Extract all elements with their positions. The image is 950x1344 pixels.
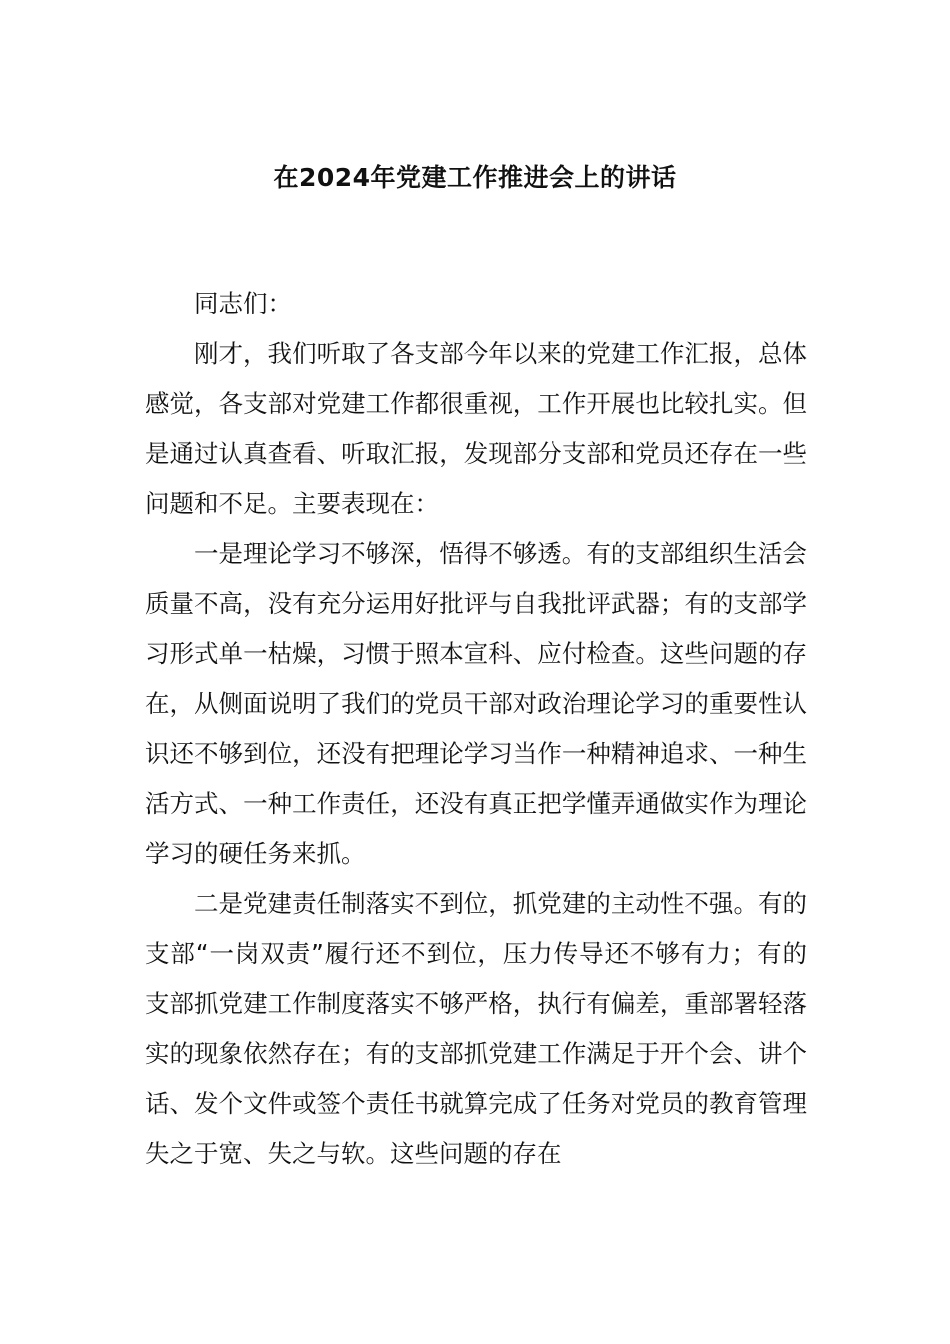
- document-title: 在2024年党建工作推进会上的讲话: [273, 163, 677, 192]
- paragraph-intro: 刚才，我们听取了各支部今年以来的党建工作汇报，总体感觉，各支部对党建工作都很重视，工作开展也比较扎实。但是通过认真查看、听取汇报，发现部分支部和党员还存在一些问题和不足。主要表现在：: [145, 339, 807, 518]
- paragraph-point-one: 一是理论学习不够深，悟得不够透。有的支部组织生活会质量不高，没有充分运用好批评与自我批评武器；有的支部学习形式单一枯燥，习惯于照本宣科、应付检查。这些问题的存在，从侧面说明了我们的党员干部对政治理论学习的重要性认识还不够到位，还没有把理论学习当作一种精神追求、一种生活方式、一种工作责任，还没有真正把学懂弄通做实作为理论学习的硬任务来抓。: [145, 539, 807, 868]
- salutation: 同志们：: [194, 289, 292, 318]
- paragraph-point-two: 二是党建责任制落实不到位，抓党建的主动性不强。有的支部“一岗双责”履行还不到位，压力传导还不够有力；有的支部抓党建工作制度落实不够严格，执行有偏差，重部署轻落实的现象依然存在；有的支部抓党建工作满足于开个会、讲个话、发个文件或签个责任书就算完成了任务对党员的教育管理失之于宽、失之与软。这些问题的存在: [145, 889, 807, 1168]
- document-body: [145, 279, 807, 1179]
